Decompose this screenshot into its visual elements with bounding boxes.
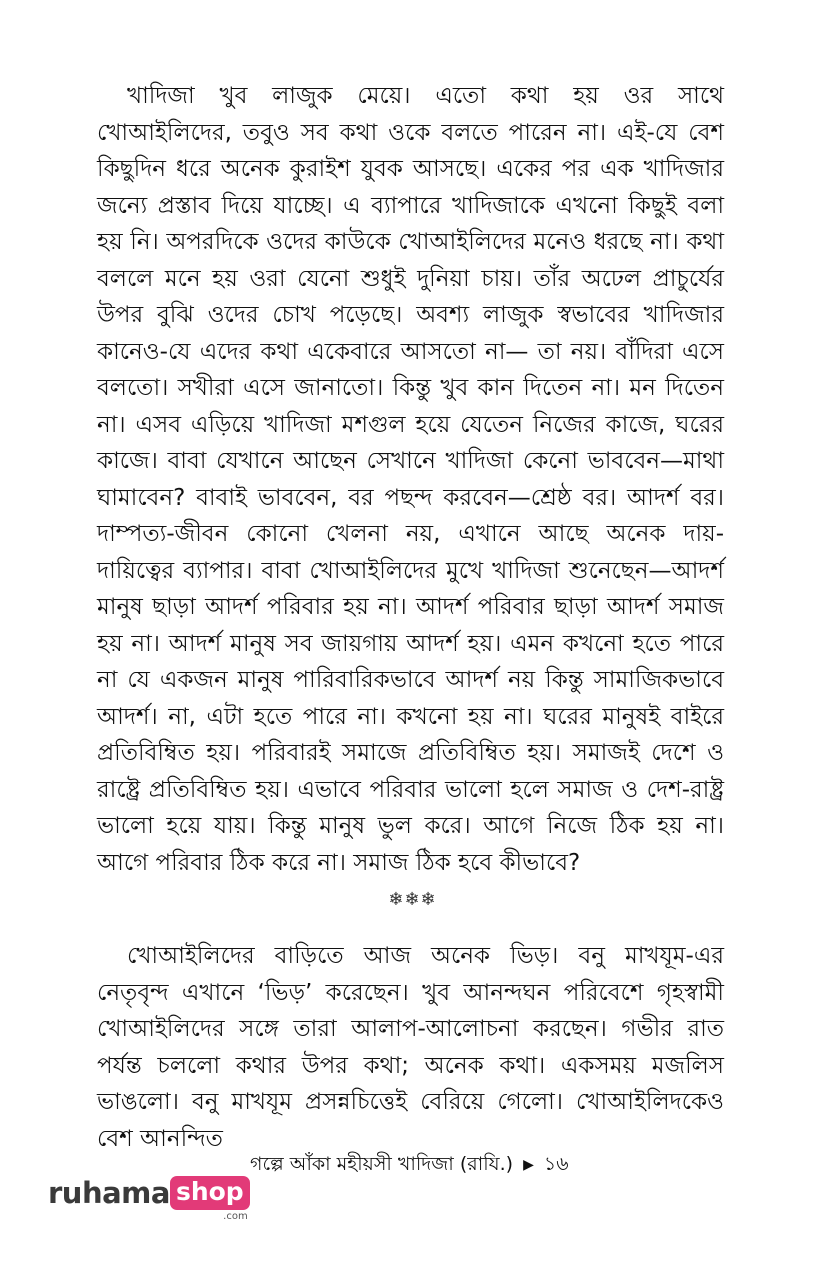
section-divider: ❄❄❄ — [388, 889, 437, 910]
paragraph-text: খাদিজা খুব লাজুক মেয়ে। এতো কথা হয় ওর সাথে খোআইলিদের, তবুও সব কথা ওকে বলতে পারেন না। এই-যে বেশ কিছুদিন ধরে অনেক কুরাইশ যুবক আসছে। একের পর এক খাদিজার জন্যে প্রস্তাব দিয়ে যাচ্ছে। এ ব্যাপারে খাদিজাকে এখনো কিছুই বলা হয় নি। অপরদিকে ওদের কাউকে খোআইলিদের মনেও ধরছে না। কথা বললে মনে হয় ওরা যেনো শুধুই দুনিয়া চায়। তাঁর অঢেল প্রাচুর্যের উপর বুঝি ওদের চোখ পড়েছে। অবশ্য লাজুক স্বভাবের খাদিজার কানেও-যে এদের কথা একেবারে আসতো না— তা নয়। বাঁদিরা এসে বলতো। সখীরা এসে জানাতো। কিন্তু খুব কান দিতেন না। মন দিতেন না। এসব এড়িয়ে খাদিজা মশগুল হয়ে যেতেন নিজের কাজে, ঘরের কাজে। বাবা যেখানে আছেন সেখানে খাদিজা কেনো ভাববেন—মাথা ঘামাবেন? বাবাই ভাববেন, বর পছন্দ করবেন—শ্রেষ্ঠ বর। আদর্শ বর। দাম্পত্য-জীবন কোনো খেলনা নয়, এখানে আছে অনেক দায়-দায়িত্বের ব্যাপার। বাবা খোআইলিদের মুখে খাদিজা শুনেছেন—আদর্শ মানুষ ছাড়া আদর্শ পরিবার হয় না। আদর্শ পরিবার ছাড়া আদর্শ সমাজ হয় না। আদর্শ মানুষ সব জায়গায় আদর্শ হয়। এমন কখনো হতে পারে না যে একজন মানুষ পারিবারিকভাবে আদর্শ নয় কিন্তু সামাজিকভাবে আদর্শ। না, এটা হতে পারে না। কখনো হয় না। ঘরের মানুষই বাইরে প্রতিবিম্বিত হয়। পরিবারই সমাজে প্রতিবিম্বিত হয়। সমাজই দেশে ও রাষ্ট্রে প্রতিবিম্বিত হয়। এভাবে পরিবার ভালো হলে সমাজ ও দেশ-রাষ্ট্র ভালো হয়ে যায়। কিন্তু মানুষ ভুল করে। আগে নিজে ঠিক হয় না। আগে পরিবার ঠিক করে না। সমাজ ঠিক হবে কীভাবে? — [97, 83, 724, 876]
paragraph-text: খোআইলিদের বাড়িতে আজ অনেক ভিড়। বনু মাখযূম-এর নেতৃবৃন্দ এখানে ‘ভিড়’ করেছেন। খুব আনন্দঘন পরিবেশে গৃহস্বামী খোআইলিদের সঙ্গে তারা আলাপ-আলোচনা করছেন। গভীর রাত পর্যন্ত চললো কথার উপর কথা; অনেক কথা। একসময় মজলিস ভাঙলো। বনু মাখযূম প্রসন্নচিত্তেই বেরিয়ে গেলো। খোআইলিদকেও বেশ আনন্দিত — [97, 943, 724, 1152]
logo-text-ruhama: ruhama — [48, 1176, 170, 1210]
page-footer — [250, 1150, 730, 1182]
book-title: গল্পে আঁকা মহীয়সী খাদিজা (রাযি.) — [250, 1153, 514, 1175]
logo-text-dotcom: .com — [223, 1211, 248, 1222]
body-paragraph-1 — [97, 78, 724, 878]
page-number: ১৬ — [543, 1153, 569, 1175]
body-paragraph-2 — [97, 938, 724, 1152]
logo-text-shop: shop — [170, 1176, 250, 1210]
ruhamashop-logo — [48, 1175, 250, 1223]
triangle-right-icon: ▶ — [523, 1157, 534, 1173]
